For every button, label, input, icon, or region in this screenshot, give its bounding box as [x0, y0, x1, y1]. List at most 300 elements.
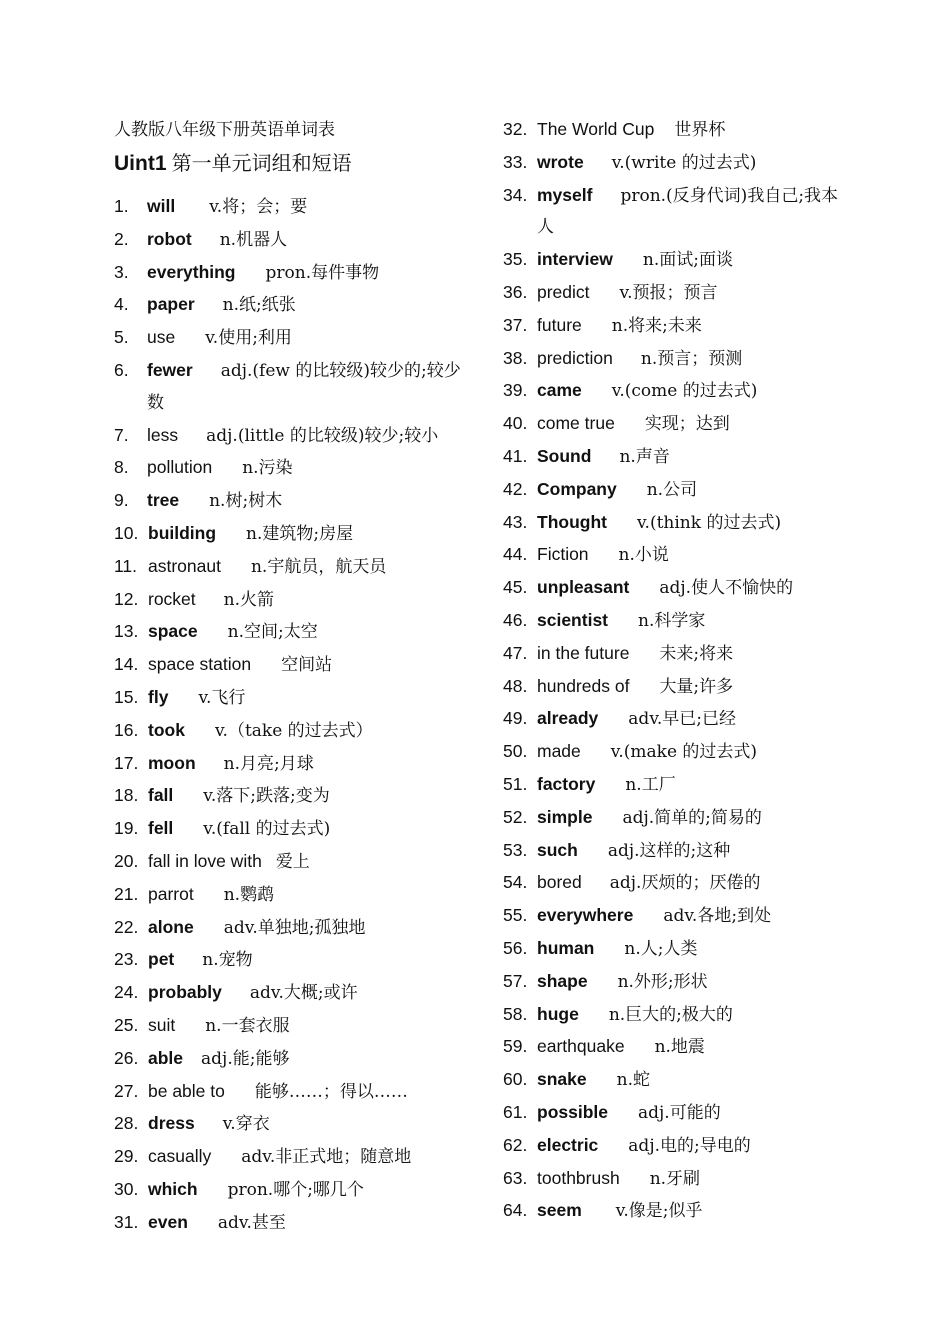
- entry-word: use: [147, 327, 176, 348]
- entry-body: [147, 355, 474, 420]
- vocab-entry: [503, 1064, 848, 1097]
- entry-body: [537, 1064, 848, 1097]
- vocab-entry: [114, 452, 474, 485]
- entry-body: [537, 736, 848, 769]
- entry-number: 32.: [503, 119, 528, 139]
- entry-number: 58.: [503, 1003, 528, 1024]
- entry-body: [537, 539, 848, 572]
- entry-word: parrot: [148, 883, 194, 904]
- entry-word: came: [537, 380, 582, 401]
- entry-meaning: pron.(反身代词)我自己;我本人: [537, 185, 839, 238]
- entry-number: 56.: [503, 937, 528, 958]
- unit-label: Uint1: [114, 152, 167, 175]
- entry-number: 10.: [114, 522, 139, 543]
- entry-number: 1.: [114, 196, 129, 216]
- entry-body: [537, 180, 848, 245]
- vocab-entry: [503, 671, 848, 704]
- entry-number: 31.: [114, 1211, 139, 1232]
- vocab-entry: [114, 846, 474, 879]
- entry-number: 33.: [503, 151, 528, 172]
- entry-word: scientist: [537, 609, 608, 630]
- entry-meaning: n.纸;纸张: [222, 295, 296, 316]
- entry-meaning: adj.(few 的比较级)较少的;较少数: [147, 360, 461, 413]
- vocab-entry: [503, 999, 848, 1032]
- entry-meaning: adj.可能的: [638, 1102, 721, 1123]
- entry-meaning: n.火箭: [223, 589, 275, 610]
- entry-word: dress: [148, 1113, 195, 1134]
- entry-body: [537, 114, 848, 147]
- entry-number: 55.: [503, 905, 528, 926]
- entry-meaning: adv.大概;或许: [249, 983, 358, 1004]
- entry-meaning: adj.厌烦的；厌倦的: [609, 873, 761, 894]
- entry-number: 39.: [503, 380, 528, 401]
- entry-word: pet: [148, 949, 175, 970]
- entry-meaning: adv.单独地;孤独地: [223, 917, 366, 938]
- right-column: [503, 114, 848, 1228]
- entry-number: 57.: [503, 970, 528, 991]
- entry-number: 46.: [503, 609, 528, 630]
- entry-body: [148, 1043, 474, 1076]
- entry-meaning: v.(fall 的过去式): [203, 819, 331, 840]
- vocab-entry: [114, 1141, 474, 1174]
- entry-body: [537, 1130, 848, 1163]
- vocab-entry: [114, 682, 474, 715]
- entry-word: fewer: [147, 359, 193, 380]
- entry-number: 25.: [114, 1014, 139, 1035]
- vocab-entry: [503, 638, 848, 671]
- entry-meaning: 爱上: [275, 851, 310, 872]
- vocab-entry: [503, 703, 848, 736]
- entry-body: [537, 933, 848, 966]
- vocab-entry: [114, 780, 474, 813]
- entry-word: electric: [537, 1134, 599, 1155]
- entry-body: [537, 671, 848, 704]
- entry-meaning: adv.各地;到处: [663, 906, 772, 927]
- entry-body: [148, 813, 474, 846]
- vocab-entry: [114, 944, 474, 977]
- entry-number: 12.: [114, 588, 139, 609]
- entry-meaning: n.建筑物;房屋: [246, 523, 354, 544]
- entry-word: pollution: [147, 457, 213, 478]
- vocab-entry: [503, 1195, 848, 1228]
- entry-word: Fiction: [537, 544, 589, 565]
- entry-word: probably: [148, 982, 222, 1003]
- entry-body: [537, 408, 848, 441]
- vocab-entry: [503, 375, 848, 408]
- entry-word: seem: [537, 1200, 582, 1221]
- entry-meaning: 大量;许多: [659, 676, 734, 697]
- entry-meaning: 未来;将来: [659, 643, 734, 664]
- entry-body: [148, 551, 474, 584]
- entry-word: building: [148, 522, 217, 543]
- vocab-entry: [503, 114, 848, 147]
- entry-word: myself: [537, 184, 593, 205]
- entry-body: [148, 518, 474, 551]
- vocab-entry: [114, 551, 474, 584]
- entry-meaning: n.工厂: [625, 774, 676, 795]
- entry-number: 17.: [114, 752, 139, 773]
- entry-number: 45.: [503, 577, 528, 598]
- entry-meaning: n.机器人: [219, 229, 288, 250]
- entry-body: [148, 1108, 474, 1141]
- entry-word: alone: [148, 916, 194, 937]
- entry-meaning: adj.使人不愉快的: [659, 578, 794, 599]
- vocab-entry: [114, 1207, 474, 1240]
- vocab-entry: [114, 257, 474, 290]
- entry-number: 40.: [503, 413, 528, 434]
- entry-meaning: v.将；会；要: [209, 197, 308, 217]
- vocab-entry: [503, 802, 848, 835]
- entry-word: able: [148, 1047, 184, 1068]
- entry-number: 4.: [114, 294, 129, 315]
- entry-number: 64.: [503, 1200, 528, 1221]
- entry-body: [537, 900, 848, 933]
- vocab-entry: [503, 507, 848, 540]
- entry-meaning: n.一套衣服: [205, 1015, 290, 1036]
- entry-body: [148, 1076, 474, 1109]
- vocab-entry: [503, 736, 848, 769]
- entry-body: [537, 441, 848, 474]
- entry-body: [148, 977, 474, 1010]
- entry-word: rocket: [148, 588, 196, 609]
- entry-meaning: adj.能;能够: [201, 1048, 290, 1069]
- entry-number: 54.: [503, 872, 528, 893]
- entry-word: interview: [537, 249, 613, 270]
- vocab-entry: [114, 191, 474, 224]
- entry-meaning: v.（take 的过去式）: [214, 720, 373, 741]
- entry-body: [537, 703, 848, 736]
- entry-meaning: n.宠物: [202, 950, 253, 971]
- entry-word: fall in love with: [148, 850, 262, 871]
- entry-meaning: adj.(little 的比较级)较少;较小: [206, 425, 439, 446]
- entry-number: 14.: [114, 654, 139, 675]
- entry-body: [537, 802, 848, 835]
- entry-meaning: n.巨大的;极大的: [608, 1004, 733, 1025]
- entry-body: [148, 616, 474, 649]
- entry-number: 3.: [114, 261, 129, 282]
- entry-number: 28.: [114, 1113, 139, 1134]
- entry-meaning: n.预言；预测: [640, 348, 743, 369]
- entry-number: 29.: [114, 1146, 139, 1167]
- vocab-entry: [503, 966, 848, 999]
- entry-body: [147, 420, 474, 453]
- entry-body: [148, 682, 474, 715]
- entry-body: [537, 966, 848, 999]
- entry-body: [537, 375, 848, 408]
- vocab-entry: [503, 900, 848, 933]
- entry-word: future: [537, 314, 582, 335]
- entry-word: toothbrush: [537, 1167, 620, 1188]
- vocab-entry: [114, 813, 474, 846]
- entry-word: astronaut: [148, 555, 221, 576]
- entry-meaning: n.小说: [618, 545, 669, 566]
- vocab-entry: [503, 1163, 848, 1196]
- entry-number: 38.: [503, 347, 528, 368]
- entry-word: simple: [537, 806, 593, 827]
- entry-meaning: adv.非正式地；随意地: [241, 1147, 412, 1168]
- entry-body: [537, 474, 848, 507]
- entry-meaning: n.公司: [646, 479, 698, 500]
- entry-number: 41.: [503, 445, 528, 466]
- entry-meaning: adj.这样的;这种: [607, 840, 731, 861]
- entry-number: 24.: [114, 982, 139, 1003]
- entry-body: [147, 485, 474, 518]
- entry-body: [537, 147, 848, 180]
- entry-number: 27.: [114, 1080, 139, 1101]
- entry-word: less: [147, 424, 179, 445]
- entry-number: 8.: [114, 457, 129, 478]
- entry-number: 35.: [503, 249, 528, 270]
- entry-word: factory: [537, 773, 596, 794]
- entry-word: took: [148, 719, 185, 740]
- entry-word: The World Cup: [537, 119, 655, 139]
- entry-word: robot: [147, 228, 192, 249]
- entry-word: come true: [537, 413, 615, 434]
- vocab-list-left: [114, 191, 474, 1240]
- entry-body: [537, 310, 848, 343]
- entry-word: hundreds of: [537, 675, 630, 696]
- entry-word: already: [537, 708, 599, 729]
- entry-meaning: n.月亮;月球: [223, 753, 314, 774]
- vocab-entry: [503, 147, 848, 180]
- entry-body: [537, 277, 848, 310]
- entry-number: 21.: [114, 883, 139, 904]
- entry-word: space station: [148, 654, 252, 675]
- vocab-entry: [503, 244, 848, 277]
- entry-number: 51.: [503, 773, 528, 794]
- entry-word: suit: [148, 1014, 176, 1035]
- vocab-entry: [503, 1097, 848, 1130]
- entry-meaning: n.面试;面谈: [642, 250, 733, 271]
- entry-body: [148, 649, 474, 682]
- entry-body: [537, 1163, 848, 1196]
- entry-meaning: v.(think 的过去式): [636, 512, 782, 533]
- entry-body: [537, 835, 848, 868]
- entry-meaning: adj.电的;导电的: [628, 1135, 751, 1156]
- entry-meaning: pron.哪个;哪几个: [227, 1179, 364, 1200]
- entry-word: will: [147, 196, 176, 216]
- unit-title: 第一单元词组和短语: [171, 151, 352, 175]
- vocab-entry: [503, 180, 848, 245]
- entry-word: shape: [537, 970, 588, 991]
- entry-meaning: v.穿衣: [222, 1114, 270, 1135]
- entry-meaning: n.空间;太空: [227, 622, 318, 643]
- entry-meaning: n.人;人类: [624, 938, 698, 959]
- vocab-entry: [114, 322, 474, 355]
- entry-word: fall: [148, 785, 174, 806]
- entry-body: [537, 244, 848, 277]
- vocab-entry: [503, 539, 848, 572]
- entry-body: [537, 769, 848, 802]
- entry-word: made: [537, 741, 581, 762]
- entry-word: casually: [148, 1146, 212, 1167]
- entry-meaning: n.蛇: [616, 1070, 650, 1091]
- left-column: [114, 114, 474, 1240]
- entry-number: 16.: [114, 719, 139, 740]
- entry-meaning: n.外形;形状: [617, 971, 708, 992]
- entry-word: snake: [537, 1069, 587, 1090]
- entry-word: wrote: [537, 151, 584, 172]
- entry-body: [147, 322, 474, 355]
- vocab-entry: [503, 1130, 848, 1163]
- entry-body: [537, 343, 848, 376]
- vocab-entry: [114, 1043, 474, 1076]
- entry-number: 26.: [114, 1047, 139, 1068]
- entry-body: [148, 780, 474, 813]
- entry-word: in the future: [537, 642, 630, 663]
- entry-number: 63.: [503, 1167, 528, 1188]
- entry-number: 18.: [114, 785, 139, 806]
- entry-body: [148, 715, 474, 748]
- entry-word: predict: [537, 281, 590, 302]
- unit-heading: [114, 147, 474, 191]
- entry-meaning: v.使用;利用: [205, 328, 292, 349]
- vocab-entry: [503, 408, 848, 441]
- entry-meaning: n.声音: [619, 446, 670, 467]
- vocab-entry: [503, 343, 848, 376]
- vocab-entry: [503, 835, 848, 868]
- entry-body: [148, 1141, 474, 1174]
- entry-body: [148, 1010, 474, 1043]
- vocab-entry: [114, 1108, 474, 1141]
- entry-body: [537, 1097, 848, 1130]
- entry-meaning: 世界杯: [674, 120, 726, 140]
- vocab-entry: [114, 420, 474, 453]
- vocab-entry: [114, 289, 474, 322]
- entry-meaning: v.像是;似乎: [615, 1201, 703, 1222]
- entry-body: [148, 912, 474, 945]
- entry-body: [147, 257, 474, 290]
- entry-body: [537, 572, 848, 605]
- entry-body: [537, 867, 848, 900]
- entry-number: 2.: [114, 228, 129, 249]
- entry-body: [148, 1174, 474, 1207]
- entry-meaning: n.将来;未来: [611, 315, 702, 336]
- vocab-entry: [114, 355, 474, 420]
- entry-number: 37.: [503, 314, 528, 335]
- entry-body: [147, 224, 474, 257]
- vocab-entry: [114, 1010, 474, 1043]
- vocab-entry: [114, 879, 474, 912]
- entry-number: 7.: [114, 424, 129, 445]
- entry-word: fell: [148, 818, 174, 839]
- entry-body: [147, 191, 474, 224]
- entry-meaning: n.地震: [654, 1037, 705, 1058]
- entry-word: even: [148, 1211, 188, 1232]
- entry-body: [537, 1031, 848, 1064]
- entry-word: be able to: [148, 1080, 225, 1101]
- entry-number: 42.: [503, 478, 528, 499]
- entry-meaning: 空间站: [281, 655, 333, 676]
- entry-number: 53.: [503, 839, 528, 860]
- entry-number: 9.: [114, 490, 129, 511]
- entry-body: [537, 999, 848, 1032]
- entry-word: space: [148, 621, 198, 642]
- entry-word: moon: [148, 752, 196, 773]
- entry-word: Company: [537, 478, 617, 499]
- vocab-entry: [503, 441, 848, 474]
- entry-body: [148, 1207, 474, 1240]
- entry-meaning: v.(write 的过去式): [611, 152, 757, 173]
- entry-number: 34.: [503, 184, 528, 205]
- entry-number: 61.: [503, 1101, 528, 1122]
- vocab-entry: [503, 277, 848, 310]
- entry-number: 52.: [503, 806, 528, 827]
- entry-meaning: v.(come 的过去式): [611, 381, 758, 402]
- vocab-entry: [503, 572, 848, 605]
- vocab-entry: [503, 310, 848, 343]
- entry-body: [537, 638, 848, 671]
- entry-number: 23.: [114, 949, 139, 970]
- vocab-entry: [503, 605, 848, 638]
- vocab-entry: [114, 715, 474, 748]
- entry-meaning: adj.简单的;简易的: [622, 807, 762, 828]
- entry-number: 43.: [503, 511, 528, 532]
- vocab-entry: [114, 748, 474, 781]
- entry-meaning: v.飞行: [198, 687, 246, 708]
- entry-body: [148, 846, 474, 879]
- entry-number: 62.: [503, 1134, 528, 1155]
- vocab-list-right: [503, 114, 848, 1228]
- entry-number: 11.: [114, 555, 138, 576]
- entry-word: huge: [537, 1003, 579, 1024]
- entry-body: [148, 584, 474, 617]
- entry-number: 59.: [503, 1036, 528, 1057]
- entry-number: 30.: [114, 1178, 139, 1199]
- entry-body: [148, 748, 474, 781]
- entry-number: 20.: [114, 850, 139, 871]
- vocab-entry: [503, 933, 848, 966]
- entry-number: 49.: [503, 708, 528, 729]
- vocab-entry: [114, 912, 474, 945]
- vocab-entry: [114, 1174, 474, 1207]
- entry-meaning: adv.早已;已经: [628, 709, 737, 730]
- entry-number: 48.: [503, 675, 528, 696]
- vocab-entry: [114, 518, 474, 551]
- entry-meaning: 能够……；得以……: [254, 1081, 408, 1102]
- vocab-entry: [114, 977, 474, 1010]
- entry-word: bored: [537, 872, 582, 893]
- vocab-entry: [503, 769, 848, 802]
- vocab-entry: [503, 474, 848, 507]
- entry-word: everything: [147, 261, 236, 282]
- entry-word: unpleasant: [537, 577, 630, 598]
- entry-number: 15.: [114, 686, 139, 707]
- entry-word: earthquake: [537, 1036, 625, 1057]
- entry-number: 47.: [503, 642, 528, 663]
- entry-meaning: n.鹦鹉: [223, 884, 275, 905]
- entry-number: 50.: [503, 741, 528, 762]
- entry-word: everywhere: [537, 905, 634, 926]
- vocab-entry: [114, 584, 474, 617]
- entry-body: [537, 1195, 848, 1228]
- entry-meaning: adv.甚至: [217, 1212, 286, 1233]
- entry-meaning: v.落下;跌落;变为: [203, 786, 330, 807]
- entry-word: human: [537, 937, 595, 958]
- entry-word: possible: [537, 1101, 608, 1122]
- vocab-entry: [503, 867, 848, 900]
- entry-body: [148, 944, 474, 977]
- entry-number: 36.: [503, 281, 528, 302]
- entry-word: Thought: [537, 511, 607, 532]
- entry-body: [147, 452, 474, 485]
- vocab-entry: [114, 224, 474, 257]
- entry-meaning: pron.每件事物: [265, 262, 380, 283]
- entry-word: paper: [147, 294, 195, 315]
- page-title: 人教版八年级下册英语单词表: [114, 120, 335, 140]
- vocab-entry: [114, 649, 474, 682]
- vocab-entry: [114, 485, 474, 518]
